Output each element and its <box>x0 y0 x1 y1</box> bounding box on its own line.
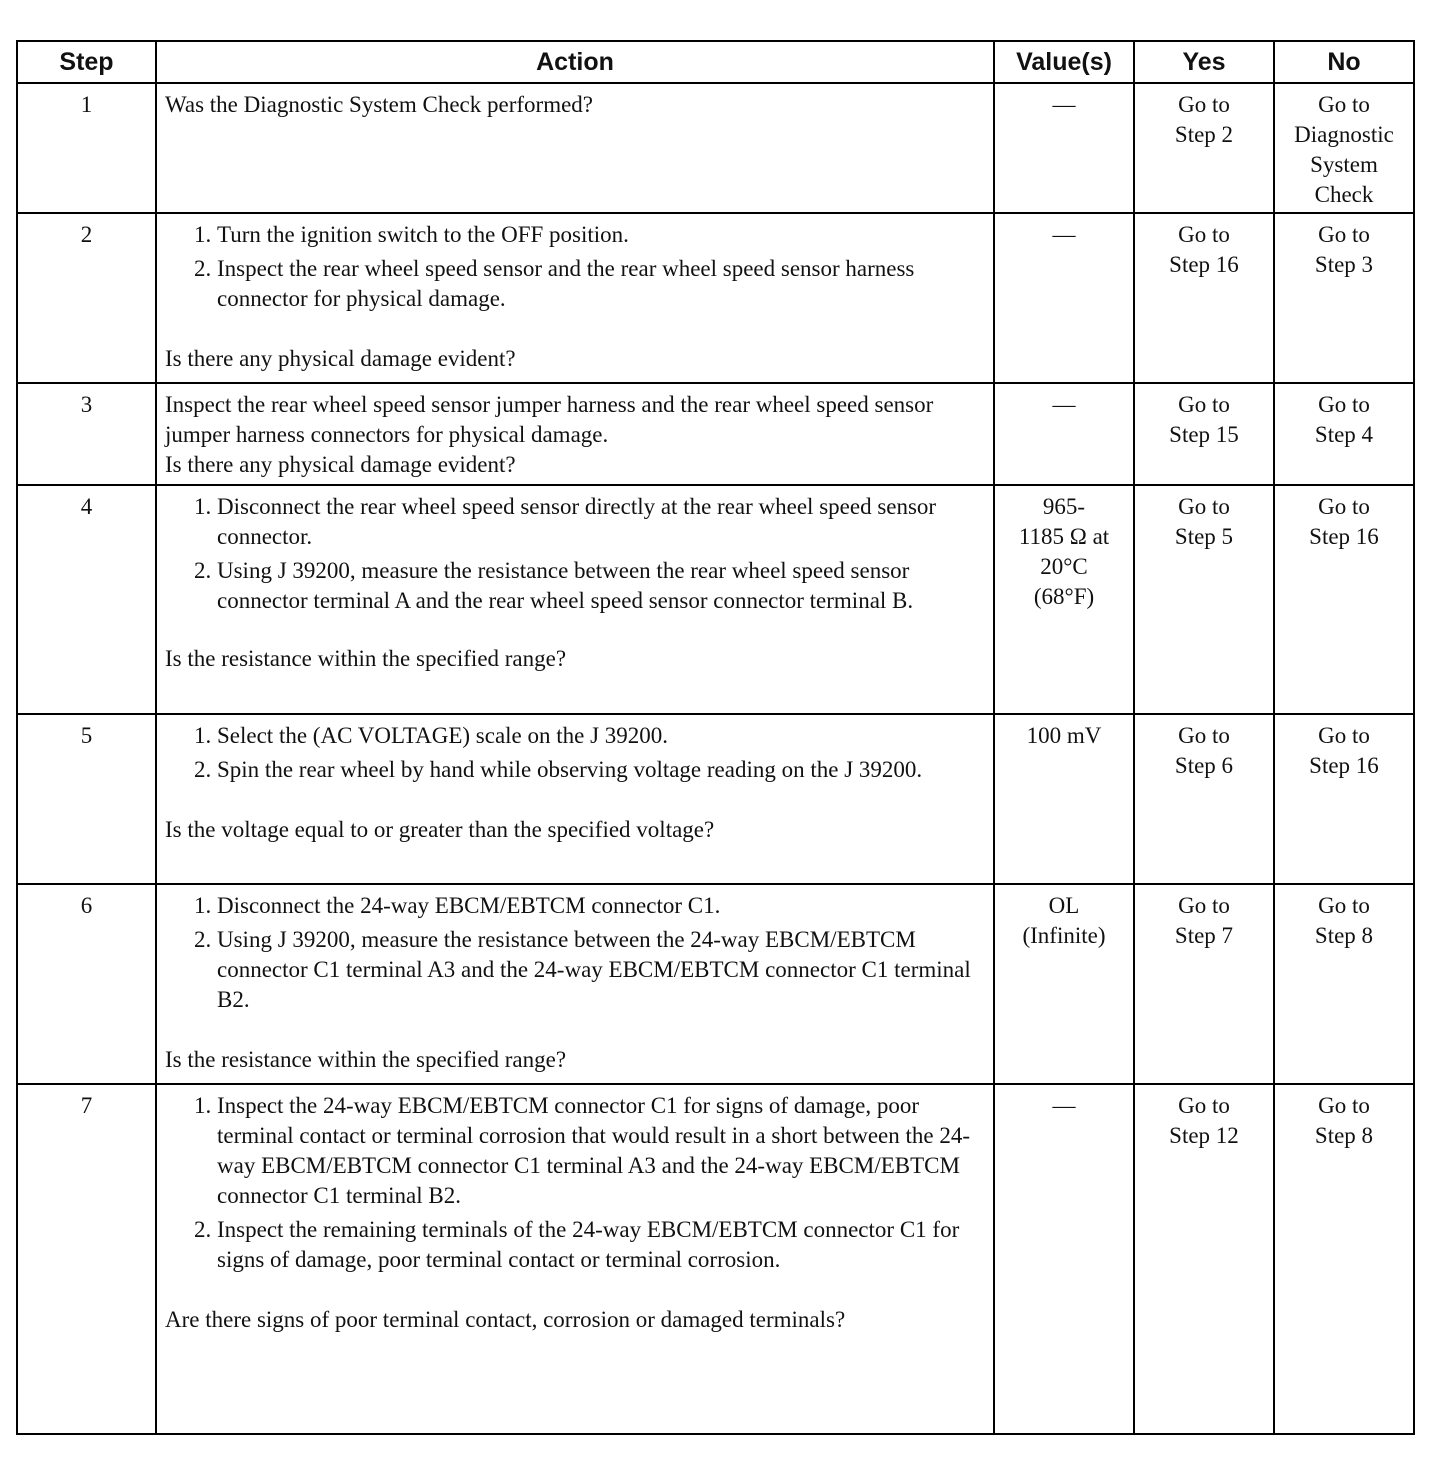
action-cell <box>156 1084 994 1434</box>
no-line: Go to <box>1318 494 1370 519</box>
no-cell <box>1274 83 1414 213</box>
action-cell <box>156 714 994 884</box>
no-line: Go to <box>1318 392 1370 417</box>
yes-line: Go to <box>1178 723 1230 748</box>
yes-line: Go to <box>1178 392 1230 417</box>
table-row-step-2 <box>17 213 1414 383</box>
value-line: 1185 Ω at <box>1018 524 1110 549</box>
action-step-item: 2. Using J 39200, measure the resistance between the rear wheel speed sensor connector terminal A and the rear wheel speed sensor connector terminal B. <box>217 556 985 616</box>
action-step-item: 1. Inspect the 24-way EBCM/EBTCM connector C1 for signs of damage, poor terminal contact or terminal corrosion that would result in a short between the 24-way EBCM/EBTCM connector C1 terminal A3 and the 24-way EBCM/EBTCM connector C1 terminal B2. <box>217 1091 985 1211</box>
no-cell <box>1274 714 1414 884</box>
yes-cell <box>1134 83 1274 213</box>
action-question: Is there any physical damage evident? <box>165 346 516 371</box>
yes-line: Go to <box>1178 92 1230 117</box>
action-step-item: 1. Disconnect the rear wheel speed sensor directly at the rear wheel speed sensor connector. <box>217 492 985 552</box>
header-action: Action <box>156 41 994 83</box>
yes-line: Go to <box>1178 222 1230 247</box>
step-number: 6 <box>17 884 156 1084</box>
header-yes: Yes <box>1134 41 1274 83</box>
header-values: Value(s) <box>994 41 1134 83</box>
action-step-item: 1. Disconnect the 24-way EBCM/EBTCM connector C1. <box>217 891 985 921</box>
yes-cell <box>1134 1084 1274 1434</box>
value-line: OL <box>1048 893 1080 918</box>
yes-cell <box>1134 714 1274 884</box>
yes-line: Step 16 <box>1169 252 1239 277</box>
step-number: 7 <box>17 1084 156 1434</box>
step-number: 4 <box>17 485 156 714</box>
action-cell <box>156 485 994 714</box>
no-line: Step 8 <box>1314 1123 1374 1148</box>
value-line: 20°C <box>1040 554 1088 579</box>
yes-line: Step 5 <box>1174 524 1234 549</box>
table-row-step-6 <box>17 884 1414 1084</box>
no-line: Step 16 <box>1309 524 1379 549</box>
action-steps <box>165 891 985 1015</box>
header-step: Step <box>17 41 156 83</box>
action-intro: Was the Diagnostic System Check performed? <box>165 92 594 117</box>
yes-line: Step 7 <box>1174 923 1234 948</box>
value-cell <box>994 884 1134 1084</box>
yes-cell <box>1134 485 1274 714</box>
action-step-item: 2. Using J 39200, measure the resistance between the 24-way EBCM/EBTCM connector C1 terminal A3 and the 24-way EBCM/EBTCM connector C1 terminal B2. <box>217 925 985 1015</box>
no-line: Step 3 <box>1314 252 1374 277</box>
action-question: Is the resistance within the specified range? <box>165 1047 567 1072</box>
action-intro: Inspect the rear wheel speed sensor jumper harness and the rear wheel speed sensor jumper harness connectors for physical damage. <box>165 392 934 447</box>
no-line: Step 16 <box>1309 753 1379 778</box>
value-cell: — <box>994 83 1134 213</box>
no-line: Go to <box>1318 723 1370 748</box>
diagnostic-table <box>16 40 1415 1435</box>
value-cell <box>994 485 1134 714</box>
action-steps <box>165 1091 985 1275</box>
yes-line: Go to <box>1178 1093 1230 1118</box>
action-steps <box>165 721 985 785</box>
no-line: Go to <box>1318 222 1370 247</box>
value-cell: — <box>994 1084 1134 1434</box>
no-cell <box>1274 213 1414 383</box>
step-number: 1 <box>17 83 156 213</box>
step-number: 5 <box>17 714 156 884</box>
table-row-step-1 <box>17 83 1414 213</box>
action-steps <box>165 492 985 616</box>
step-number: 2 <box>17 213 156 383</box>
action-cell <box>156 884 994 1084</box>
action-step-item: 1. Turn the ignition switch to the OFF position. <box>217 220 985 250</box>
table-row-step-5 <box>17 714 1414 884</box>
action-question: Is there any physical damage evident? <box>165 452 516 477</box>
header-no: No <box>1274 41 1414 83</box>
action-question: Is the resistance within the specified range? <box>165 646 567 671</box>
yes-line: Go to <box>1178 494 1230 519</box>
yes-cell <box>1134 884 1274 1084</box>
no-cell <box>1274 383 1414 485</box>
no-cell <box>1274 1084 1414 1434</box>
action-question: Is the voltage equal to or greater than the specified voltage? <box>165 817 715 842</box>
yes-line: Step 6 <box>1174 753 1234 778</box>
no-line: Diagnostic <box>1294 122 1394 147</box>
header-row <box>17 41 1414 83</box>
yes-cell <box>1134 383 1274 485</box>
action-steps <box>165 220 985 314</box>
value-cell: — <box>994 383 1134 485</box>
step-number: 3 <box>17 383 156 485</box>
table-row-step-3 <box>17 383 1414 485</box>
value-cell: — <box>994 213 1134 383</box>
action-cell <box>156 83 994 213</box>
table-row-step-7 <box>17 1084 1414 1434</box>
action-cell <box>156 383 994 485</box>
no-line: Go to <box>1318 893 1370 918</box>
action-step-item: 2. Inspect the rear wheel speed sensor and the rear wheel speed sensor harness connector for physical damage. <box>217 254 985 314</box>
no-cell <box>1274 485 1414 714</box>
no-line: Go to <box>1318 1093 1370 1118</box>
yes-line: Step 2 <box>1174 122 1234 147</box>
yes-line: Step 12 <box>1169 1123 1239 1148</box>
no-line: Check <box>1314 182 1374 207</box>
no-cell <box>1274 884 1414 1084</box>
no-line: Step 8 <box>1314 923 1374 948</box>
yes-line: Step 15 <box>1169 422 1239 447</box>
value-line: (Infinite) <box>1022 923 1106 948</box>
no-line: Step 4 <box>1314 422 1374 447</box>
action-step-item: 2. Inspect the remaining terminals of the 24-way EBCM/EBTCM connector C1 for signs of damage, poor terminal contact or terminal corrosion. <box>217 1215 985 1275</box>
table-row-step-4 <box>17 485 1414 714</box>
yes-cell <box>1134 213 1274 383</box>
action-step-item: 1. Select the (AC VOLTAGE) scale on the J 39200. <box>217 721 985 751</box>
yes-line: Go to <box>1178 893 1230 918</box>
value-line: 965- <box>1042 494 1086 519</box>
action-step-item: 2. Spin the rear wheel by hand while observing voltage reading on the J 39200. <box>217 755 985 785</box>
action-cell <box>156 213 994 383</box>
no-line: System <box>1310 152 1378 177</box>
action-question: Are there signs of poor terminal contact, corrosion or damaged terminals? <box>165 1307 846 1332</box>
no-line: Go to <box>1318 92 1370 117</box>
value-line: (68°F) <box>1033 584 1095 609</box>
value-cell: 100 mV <box>994 714 1134 884</box>
